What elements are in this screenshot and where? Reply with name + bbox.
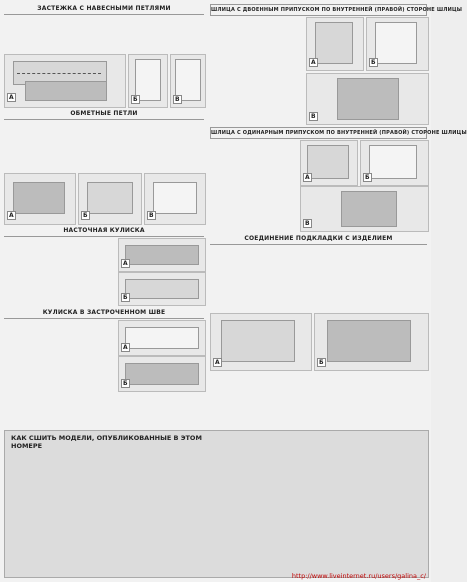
figure-vent-single-c: [300, 186, 429, 232]
figure-seam-casing-a: [118, 320, 206, 356]
figure-seam-casing-b: [118, 356, 206, 392]
right-column: [210, 2, 467, 371]
figure-label-a: А: [9, 212, 14, 219]
how-to-sew-title: КАК СШИТЬ МОДЕЛИ, ОПУБЛИКОВАННЫЕ В ЭТОМ НОМЕРЕ: [11, 434, 202, 450]
figure-label-a: А: [215, 359, 220, 366]
figure-label-b: Б: [133, 96, 138, 103]
figure-label-b: Б: [365, 174, 370, 181]
figure-label-a: А: [123, 344, 128, 351]
fabric-piece: [25, 81, 107, 101]
fabric-piece: [327, 320, 411, 362]
figure-row-hanging-loops: [4, 53, 204, 107]
figure-label-a: А: [311, 59, 316, 66]
figure-lining-a: [210, 313, 312, 371]
figure-label-b: Б: [123, 294, 128, 301]
section-text-lining: [210, 246, 427, 312]
fabric-piece: [221, 320, 295, 362]
section-title-overlay-casing: НАСТОЧНАЯ КУЛИСКА: [4, 226, 204, 237]
fabric-piece: [13, 182, 65, 214]
vent-single-block: [210, 140, 427, 232]
figure-bound-loops-a: [4, 173, 76, 225]
section-text-seam-casing: [4, 320, 114, 390]
fabric-piece: [315, 22, 353, 64]
figure-lining-b: [314, 313, 429, 371]
figure-vent-double-a: [306, 17, 364, 71]
stitch-line: [17, 73, 101, 74]
figure-hanging-loops-c: [170, 54, 206, 108]
section-text-hanging-loops: [4, 16, 204, 52]
figure-label-c: В: [149, 212, 154, 219]
figure-label-c: В: [305, 220, 310, 227]
figure-bound-loops-c: [144, 173, 206, 225]
figure-row-bound-loops: [4, 172, 204, 224]
fabric-piece: [125, 279, 199, 299]
section-title-vent-double: ШЛИЦА С ДВОЕННЫМ ПРИПУСКОМ ПО ВНУТРЕННЕЙ (ПРАВОЙ) СТОРОНЕ ШЛИЦЫ: [210, 4, 427, 16]
section-title-lining: СОЕДИНЕНИЕ ПОДКЛАДКИ С ИЗДЕЛИЕМ: [210, 234, 427, 245]
figure-vent-single-b: [360, 140, 429, 186]
figure-label-b: Б: [371, 59, 376, 66]
fabric-piece: [125, 245, 199, 265]
figure-vent-single-a: [300, 140, 358, 186]
left-column: [4, 2, 204, 392]
figure-label-b: Б: [123, 380, 128, 387]
overlay-casing-block: [4, 238, 204, 306]
fabric-piece: [307, 145, 349, 179]
fabric-piece: [87, 182, 133, 214]
section-title-bound-loops: ОБМЕТНЫЕ ПЕТЛИ: [4, 109, 204, 120]
section-title-vent-single: ШЛИЦА С ОДИНАРНЫМ ПРИПУСКОМ ПО ВНУТРЕННЕЙ (ПРАВОЙ) СТОРОНЕ ШЛИЦЫ: [210, 127, 427, 139]
how-to-sew-box: [4, 430, 429, 578]
figure-bound-loops-b: [78, 173, 142, 225]
fabric-piece: [375, 22, 417, 64]
section-text-overlay-casing: [4, 238, 114, 304]
vent-double-block: [210, 17, 427, 125]
figure-row-lining: [210, 313, 427, 371]
figure-overlay-casing-a: [118, 238, 206, 272]
fabric-piece: [369, 145, 417, 179]
figure-label-b: Б: [319, 359, 324, 366]
section-text-vent-single: [210, 140, 296, 230]
fabric-piece: [125, 363, 199, 385]
how-to-sew-column-2: [219, 453, 421, 571]
fabric-piece: [153, 182, 197, 214]
figure-label-b: Б: [83, 212, 88, 219]
how-to-sew-column-1: [11, 453, 211, 571]
fabric-piece: [125, 327, 199, 349]
figure-label-c: В: [175, 96, 180, 103]
figure-label-a: А: [305, 174, 310, 181]
figure-vent-double-c: [306, 73, 429, 125]
fabric-piece: [341, 191, 397, 227]
fabric-piece: [337, 78, 399, 120]
figure-label-a: А: [123, 260, 128, 267]
figure-hanging-loops-b: [128, 54, 168, 108]
figure-hanging-loops-a: [4, 54, 126, 108]
section-title-seam-casing: КУЛИСКА В ЗАСТРОЧЕННОМ ШВЕ: [4, 308, 204, 319]
figure-label-c: В: [311, 113, 316, 120]
seam-casing-block: [4, 320, 204, 392]
figure-vent-double-b: [366, 17, 429, 71]
section-title-hanging-loops: ЗАСТЕЖКА С НАВЕСНЫМИ ПЕТЛЯМИ: [4, 4, 204, 15]
section-text-vent-double: [210, 17, 302, 123]
figure-overlay-casing-b: [118, 272, 206, 306]
figure-label-a: А: [9, 94, 14, 101]
section-text-bound-loops: [4, 121, 204, 171]
source-link[interactable]: http://www.liveinternet.ru/users/galina_c/: [291, 572, 426, 580]
